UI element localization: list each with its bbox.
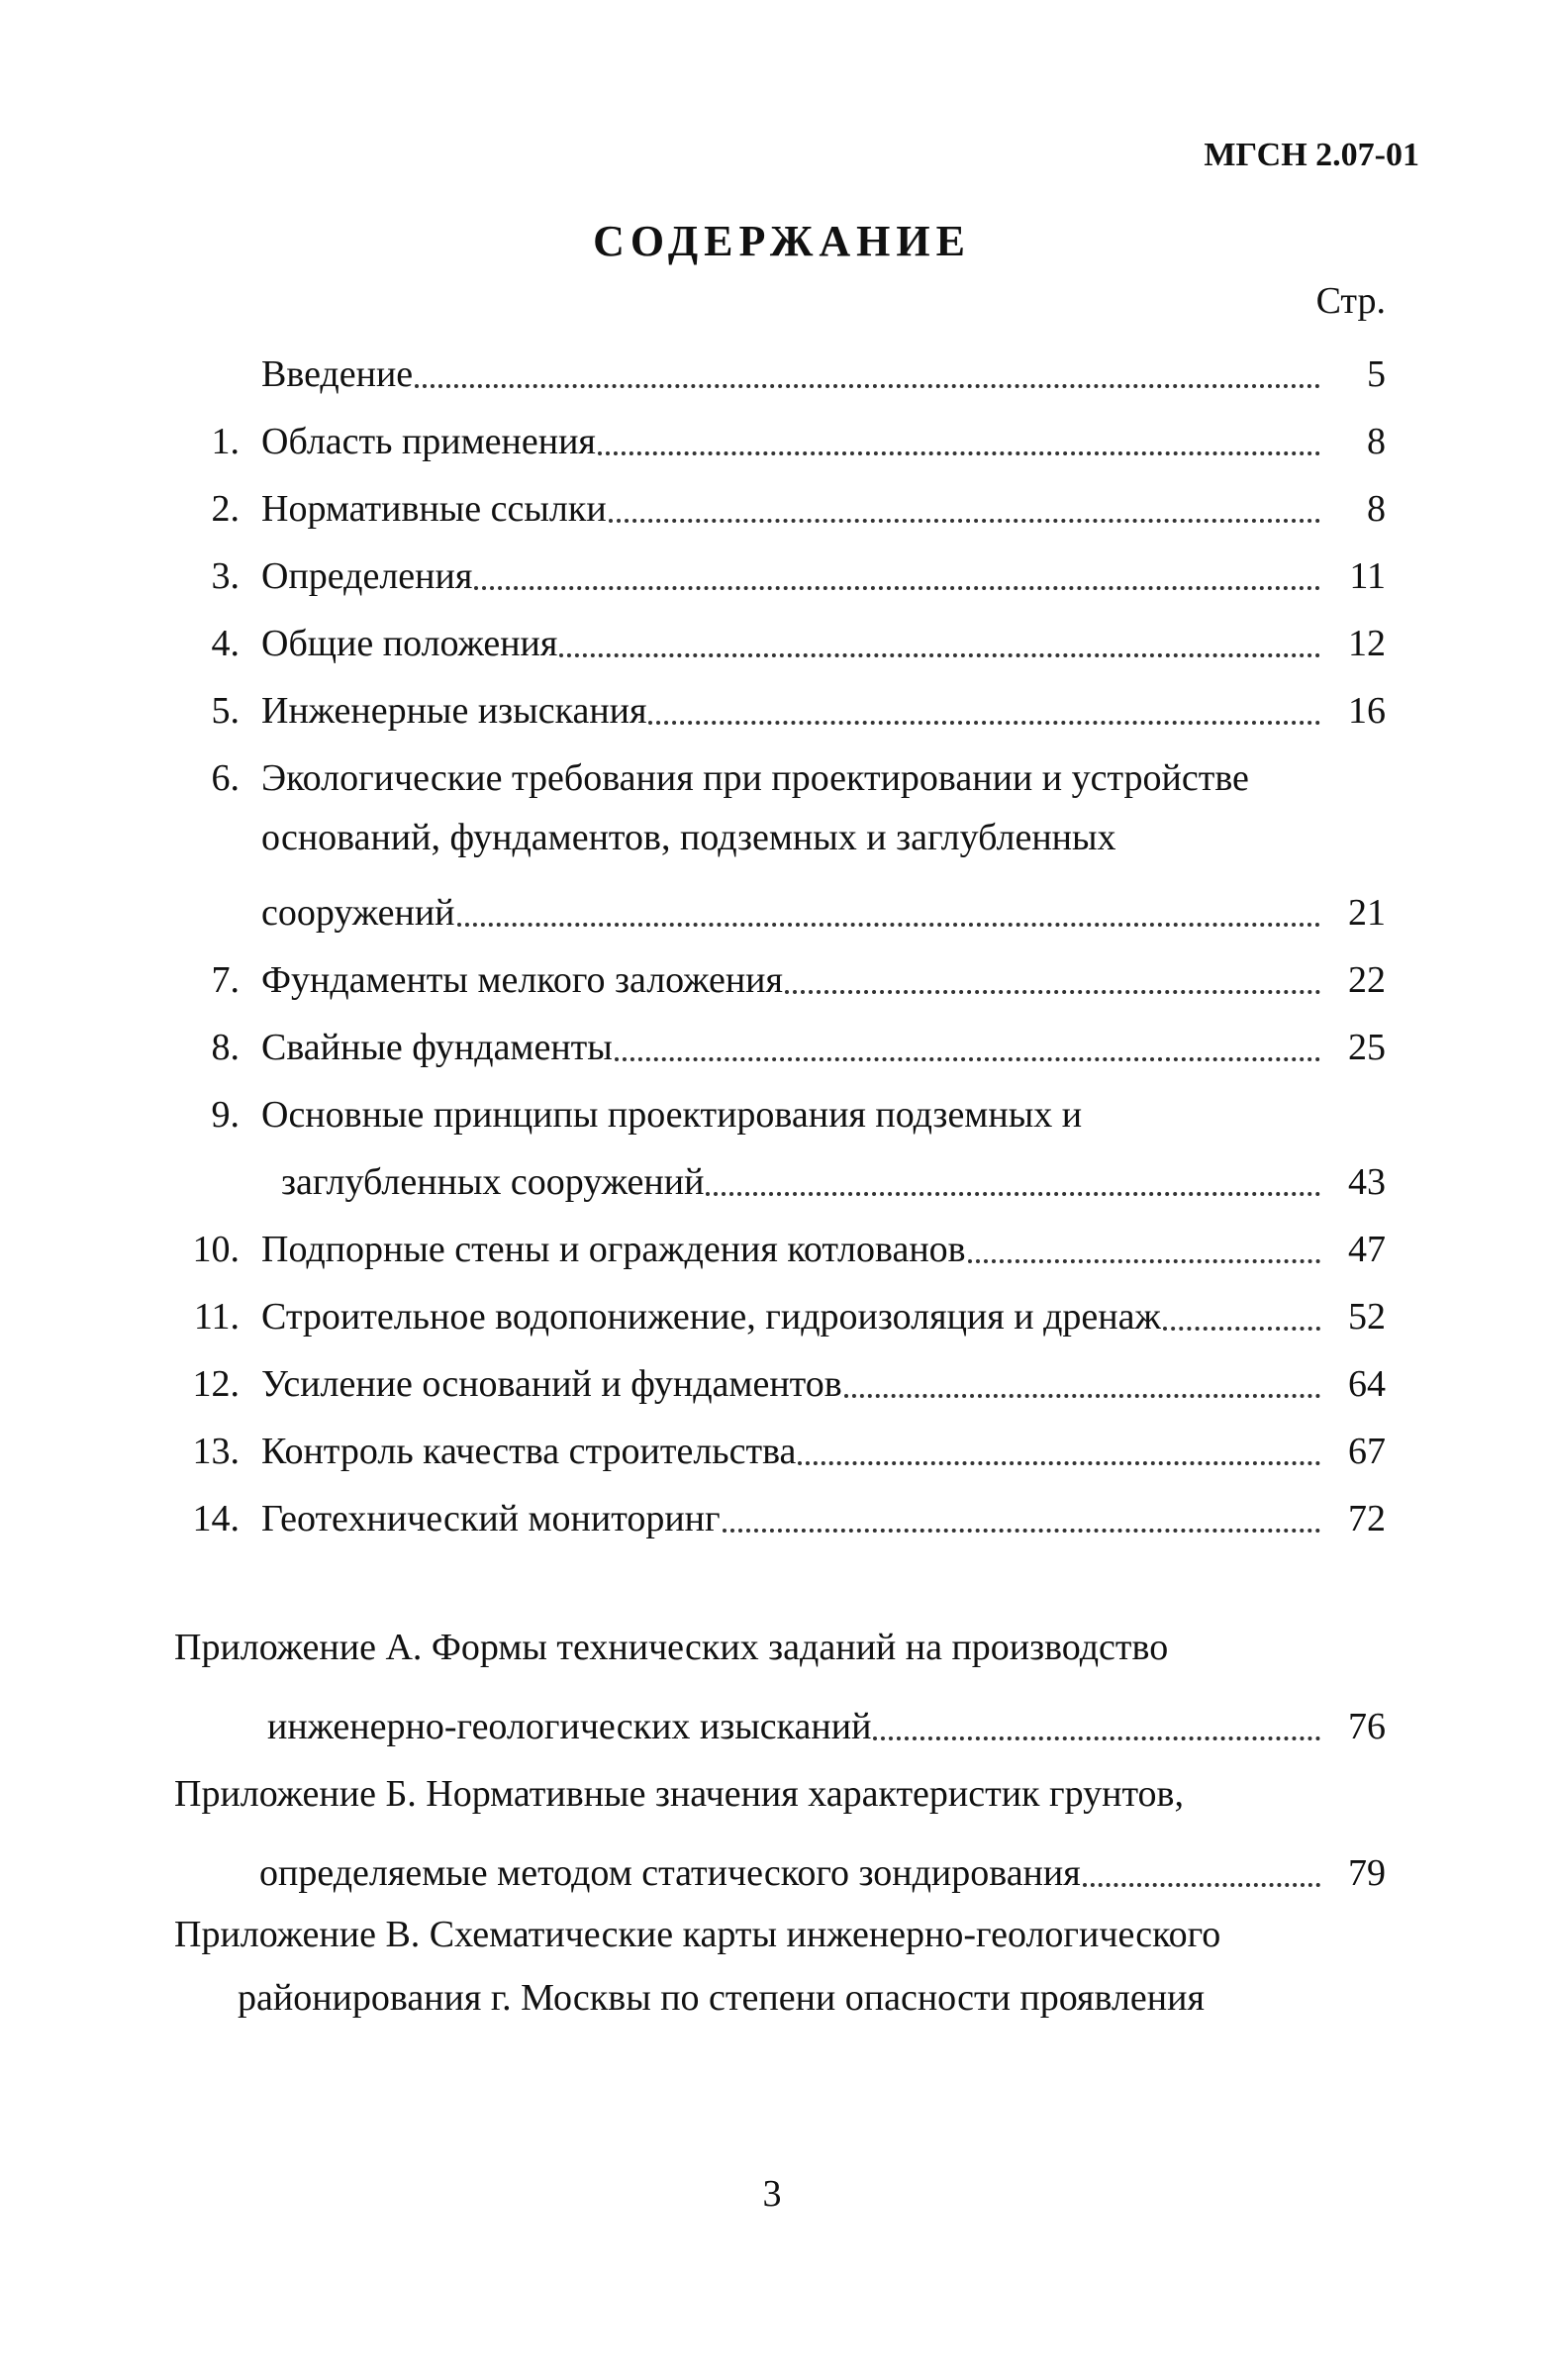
toc-entry-8: [178, 1010, 1386, 1069]
appendix-page: 79: [1348, 1852, 1386, 1895]
appendix-page: 76: [1348, 1706, 1386, 1748]
leader-dots: [559, 653, 1320, 657]
toc-num: 3.: [211, 555, 240, 598]
toc-label-line1: Основные принципы проектирования подземных и: [261, 1094, 1083, 1137]
leader-dots: [415, 384, 1320, 388]
toc-label: Строительное водопонижение, гидроизоляция и дренаж: [261, 1296, 1161, 1339]
toc-entry-14: [178, 1481, 1386, 1540]
toc-label: Контроль качества строительства: [261, 1431, 797, 1473]
leader-dots: [474, 586, 1320, 590]
leader-dots: [706, 1192, 1320, 1196]
toc-page: 22: [1348, 959, 1386, 1002]
appendix-a-line1: Приложение А. Формы технических заданий на производство: [174, 1627, 1169, 1668]
toc-num: 1.: [211, 421, 240, 463]
page-column-label: Стр.: [1315, 280, 1386, 322]
appendix-b-last: [259, 1835, 1386, 1895]
toc-page: 64: [1348, 1363, 1386, 1406]
toc-label: Общие положения: [261, 623, 558, 665]
toc-entry-3: [178, 539, 1386, 598]
toc-page: 25: [1348, 1027, 1386, 1069]
toc-page: 21: [1348, 892, 1386, 935]
toc-num: 13.: [192, 1431, 240, 1473]
toc-entry-12: [178, 1346, 1386, 1406]
appendix-a-last: [267, 1689, 1386, 1748]
toc-label: Геотехнический мониторинг: [261, 1498, 721, 1540]
toc-label: Нормативные ссылки: [261, 488, 607, 531]
appendix-label: определяемые методом статического зондирования: [259, 1852, 1081, 1895]
toc-label: заглубленных сооружений: [281, 1161, 705, 1204]
leader-dots: [723, 1529, 1320, 1533]
appendix-c-line1: Приложение В. Схематические карты инженерно-геологического: [174, 1914, 1221, 1955]
leader-dots: [457, 923, 1321, 927]
toc-label: Фундаменты мелкого заложения: [261, 959, 783, 1002]
toc-label: Свайные фундаменты: [261, 1027, 613, 1069]
toc-entry-11: [178, 1279, 1386, 1339]
leader-dots: [1083, 1883, 1320, 1887]
toc-num: 2.: [211, 488, 240, 531]
leader-dots: [1163, 1327, 1320, 1331]
leader-dots: [798, 1461, 1320, 1465]
toc-label-line2: оснований, фундаментов, подземных и заглубленных: [261, 817, 1116, 858]
toc-num: 10.: [192, 1229, 240, 1271]
doc-code: МГСН 2.07-01: [1204, 137, 1419, 173]
leader-dots: [598, 451, 1320, 455]
toc-page: 47: [1348, 1229, 1386, 1271]
toc-num: 14.: [192, 1498, 240, 1540]
appendix-c-line2: районирования г. Москвы по степени опасности проявления: [238, 1977, 1205, 2019]
leader-dots: [785, 990, 1320, 994]
toc-page: 67: [1348, 1431, 1386, 1473]
toc-entry-5: [178, 673, 1386, 733]
toc-page: 8: [1367, 421, 1386, 463]
toc-entry-intro: [178, 337, 1386, 396]
toc-num: 12.: [192, 1363, 240, 1406]
toc-label: Подпорные стены и ограждения котлованов: [261, 1229, 966, 1271]
toc-num: 6.: [211, 757, 240, 800]
appendix-label: инженерно-геологических изысканий: [267, 1706, 872, 1748]
leader-dots: [873, 1736, 1320, 1740]
toc-page: 43: [1348, 1161, 1386, 1204]
toc-page: 11: [1349, 555, 1386, 598]
toc-num: 8.: [211, 1027, 240, 1069]
leader-dots: [844, 1394, 1320, 1398]
toc-num: 4.: [211, 623, 240, 665]
toc-label: Усиление оснований и фундаментов: [261, 1363, 842, 1406]
leader-dots: [968, 1259, 1320, 1263]
toc-entry-6-last: [261, 875, 1386, 935]
toc-num: 11.: [193, 1296, 240, 1339]
toc-num: 7.: [211, 959, 240, 1002]
toc-num: 9.: [211, 1094, 240, 1137]
toc-label: Область применения: [261, 421, 596, 463]
leader-dots: [615, 1057, 1320, 1061]
toc-entry-6-line1: [178, 741, 1386, 800]
toc-num: 5.: [211, 690, 240, 733]
toc-entry-13: [178, 1414, 1386, 1473]
toc-page: 16: [1348, 690, 1386, 733]
toc-page: 72: [1348, 1498, 1386, 1540]
toc-label: Определения: [261, 555, 473, 598]
toc-entry-9-line1: [178, 1077, 1386, 1137]
leader-dots: [609, 519, 1320, 523]
toc-page: 8: [1367, 488, 1386, 531]
leader-dots: [648, 721, 1320, 725]
appendix-b-line1: Приложение Б. Нормативные значения характеристик грунтов,: [174, 1773, 1184, 1815]
toc-entry-1: [178, 404, 1386, 463]
toc-entry-2: [178, 471, 1386, 531]
page-number: 3: [762, 2173, 782, 2215]
toc-page: 12: [1348, 623, 1386, 665]
toc-page: 52: [1348, 1296, 1386, 1339]
toc-entry-4: [178, 606, 1386, 665]
page-title: СОДЕРЖАНИЕ: [593, 217, 971, 265]
toc-label-line1: Экологические требования при проектировании и устройстве: [261, 757, 1249, 800]
toc-entry-7: [178, 942, 1386, 1002]
toc-entry-9-last: [281, 1144, 1386, 1204]
toc-label: Введение: [261, 353, 414, 396]
toc-page: 5: [1367, 353, 1386, 396]
toc-label: Инженерные изыскания: [261, 690, 647, 733]
toc-entry-10: [178, 1212, 1386, 1271]
toc-label: сооружений: [261, 892, 455, 935]
